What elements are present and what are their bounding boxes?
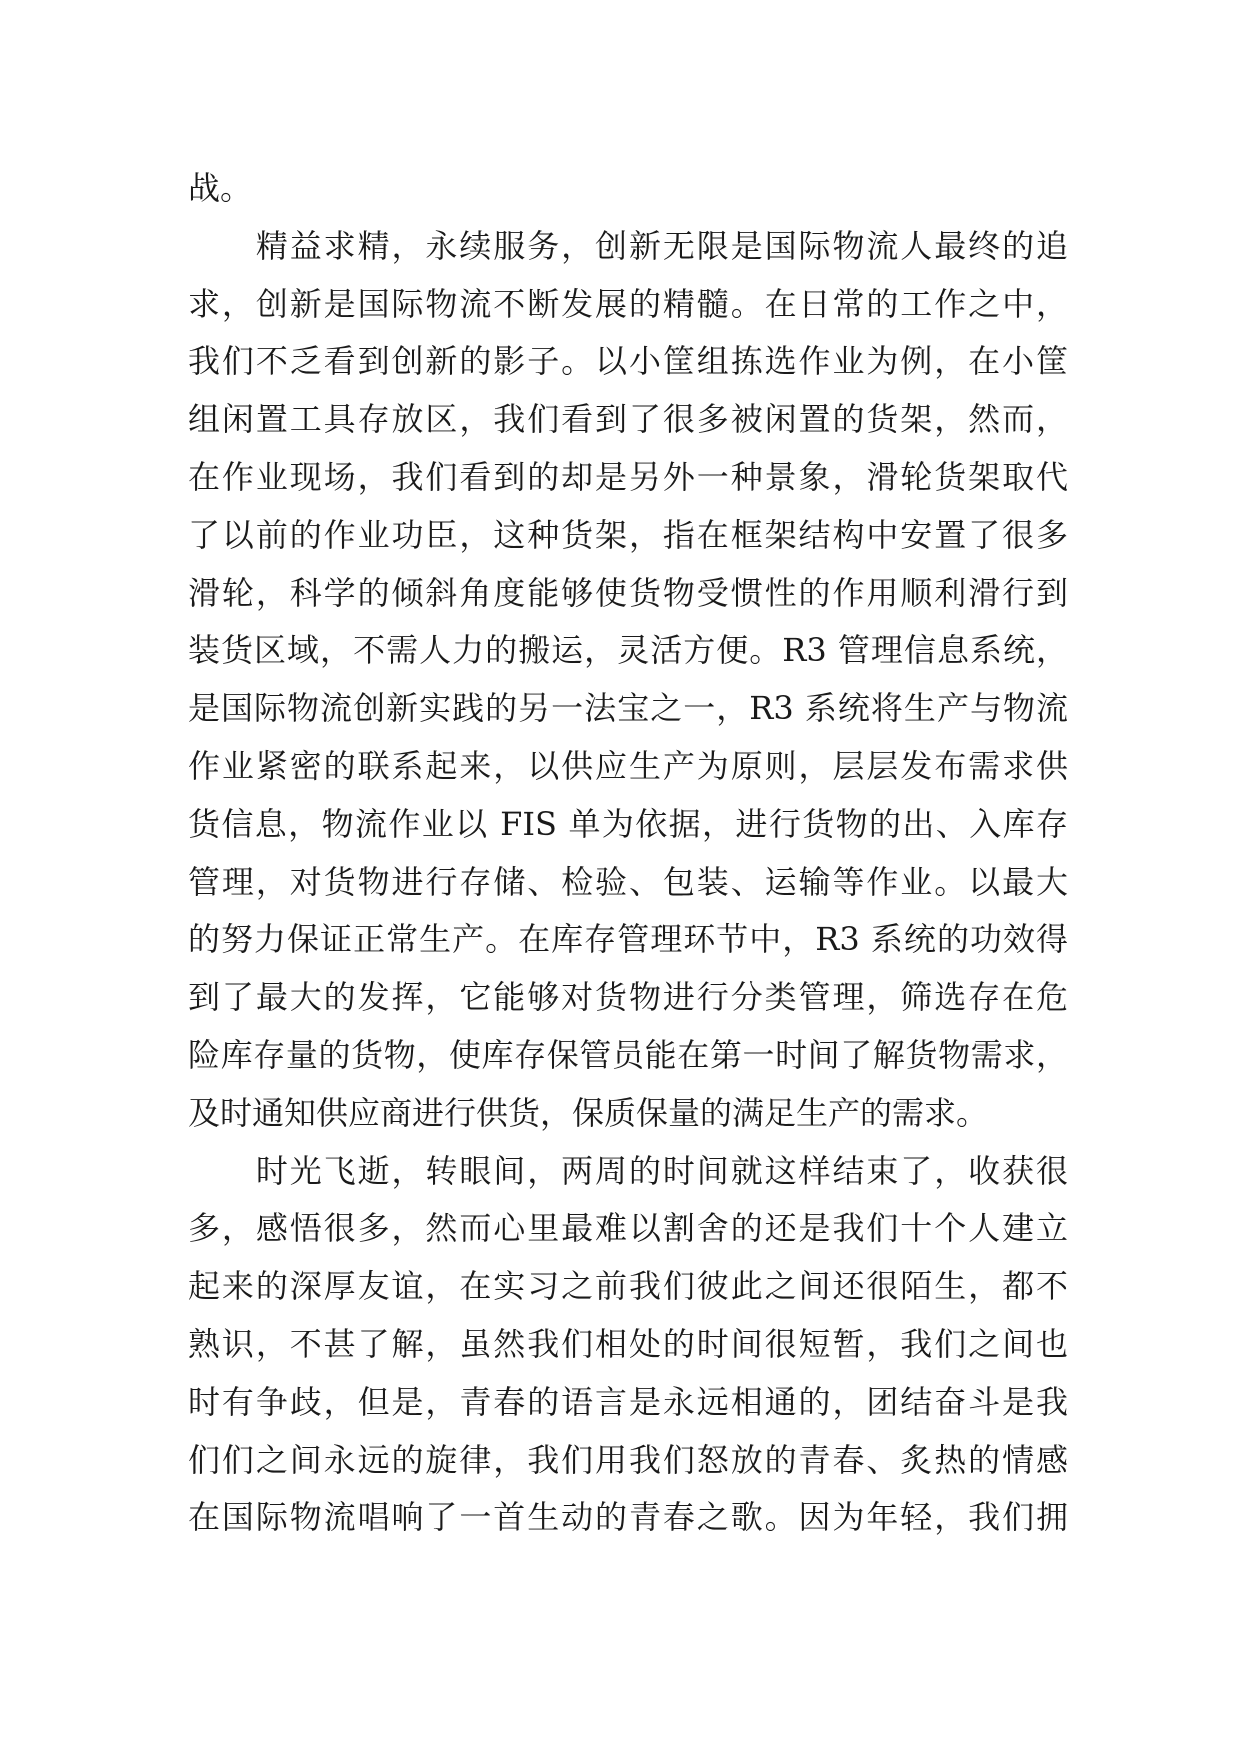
text-line: 作业紧密的联系起来，以供应生产为原则，层层发布需求供 (188, 746, 1068, 785)
text-line: 时光飞逝，转眼间，两周的时间就这样结束了，收获很 (188, 1151, 1068, 1190)
text-line: 组闲置工具存放区，我们看到了很多被闲置的货架，然而， (188, 400, 1068, 439)
text-line: 熟识，不甚了解，虽然我们相处的时间很短暂，我们之间也 (188, 1324, 1068, 1363)
text-line: 我们不乏看到创新的影子。以小筐组拣选作业为例，在小筐 (188, 342, 1068, 381)
text-line: 战。 (188, 169, 253, 207)
text-line: 精益求精，永续服务，创新无限是国际物流人最终的追 (188, 226, 1068, 265)
text-line: 滑轮，科学的倾斜角度能够使货物受惯性的作用顺利滑行到 (188, 573, 1068, 612)
text-line: 货信息，物流作业以 FIS 单为依据，进行货物的出、入库存 (188, 804, 1068, 843)
text-line: 在作业现场，我们看到的却是另外一种景象，滑轮货架取代 (188, 457, 1068, 496)
text-line: 的努力保证正常生产。在库存管理环节中，R3 系统的功效得 (188, 920, 1068, 959)
text-line: 是国际物流创新实践的另一法宝之一，R3 系统将生产与物流 (188, 689, 1068, 728)
text-line: 了以前的作业功臣，这种货架，指在框架结构中安置了很多 (188, 515, 1068, 554)
text-line: 管理，对货物进行存储、检验、包装、运输等作业。以最大 (188, 862, 1068, 901)
text-line: 装货区域，不需人力的搬运，灵活方便。R3 管理信息系统， (188, 631, 1068, 670)
text-line: 起来的深厚友谊，在实习之前我们彼此之间还很陌生，都不 (188, 1267, 1068, 1306)
text-line: 们们之间永远的旋律，我们用我们怒放的青春、炙热的情感 (188, 1440, 1068, 1479)
text-line: 多，感悟很多，然而心里最难以割舍的还是我们十个人建立 (188, 1209, 1068, 1248)
text-line: 险库存量的货物，使库存保管员能在第一时间了解货物需求， (188, 1035, 1068, 1074)
text-line: 时有争歧，但是，青春的语言是永远相通的，团结奋斗是我 (188, 1382, 1068, 1421)
text-line: 在国际物流唱响了一首生动的青春之歌。因为年轻，我们拥 (188, 1498, 1068, 1537)
text-line: 求，创新是国际物流不断发展的精髓。在日常的工作之中， (188, 284, 1068, 323)
text-line: 及时通知供应商进行供货，保质保量的满足生产的需求。 (188, 1093, 989, 1132)
body-text (188, 160, 1068, 1547)
text-line: 到了最大的发挥，它能够对货物进行分类管理，筛选存在危 (188, 978, 1068, 1017)
